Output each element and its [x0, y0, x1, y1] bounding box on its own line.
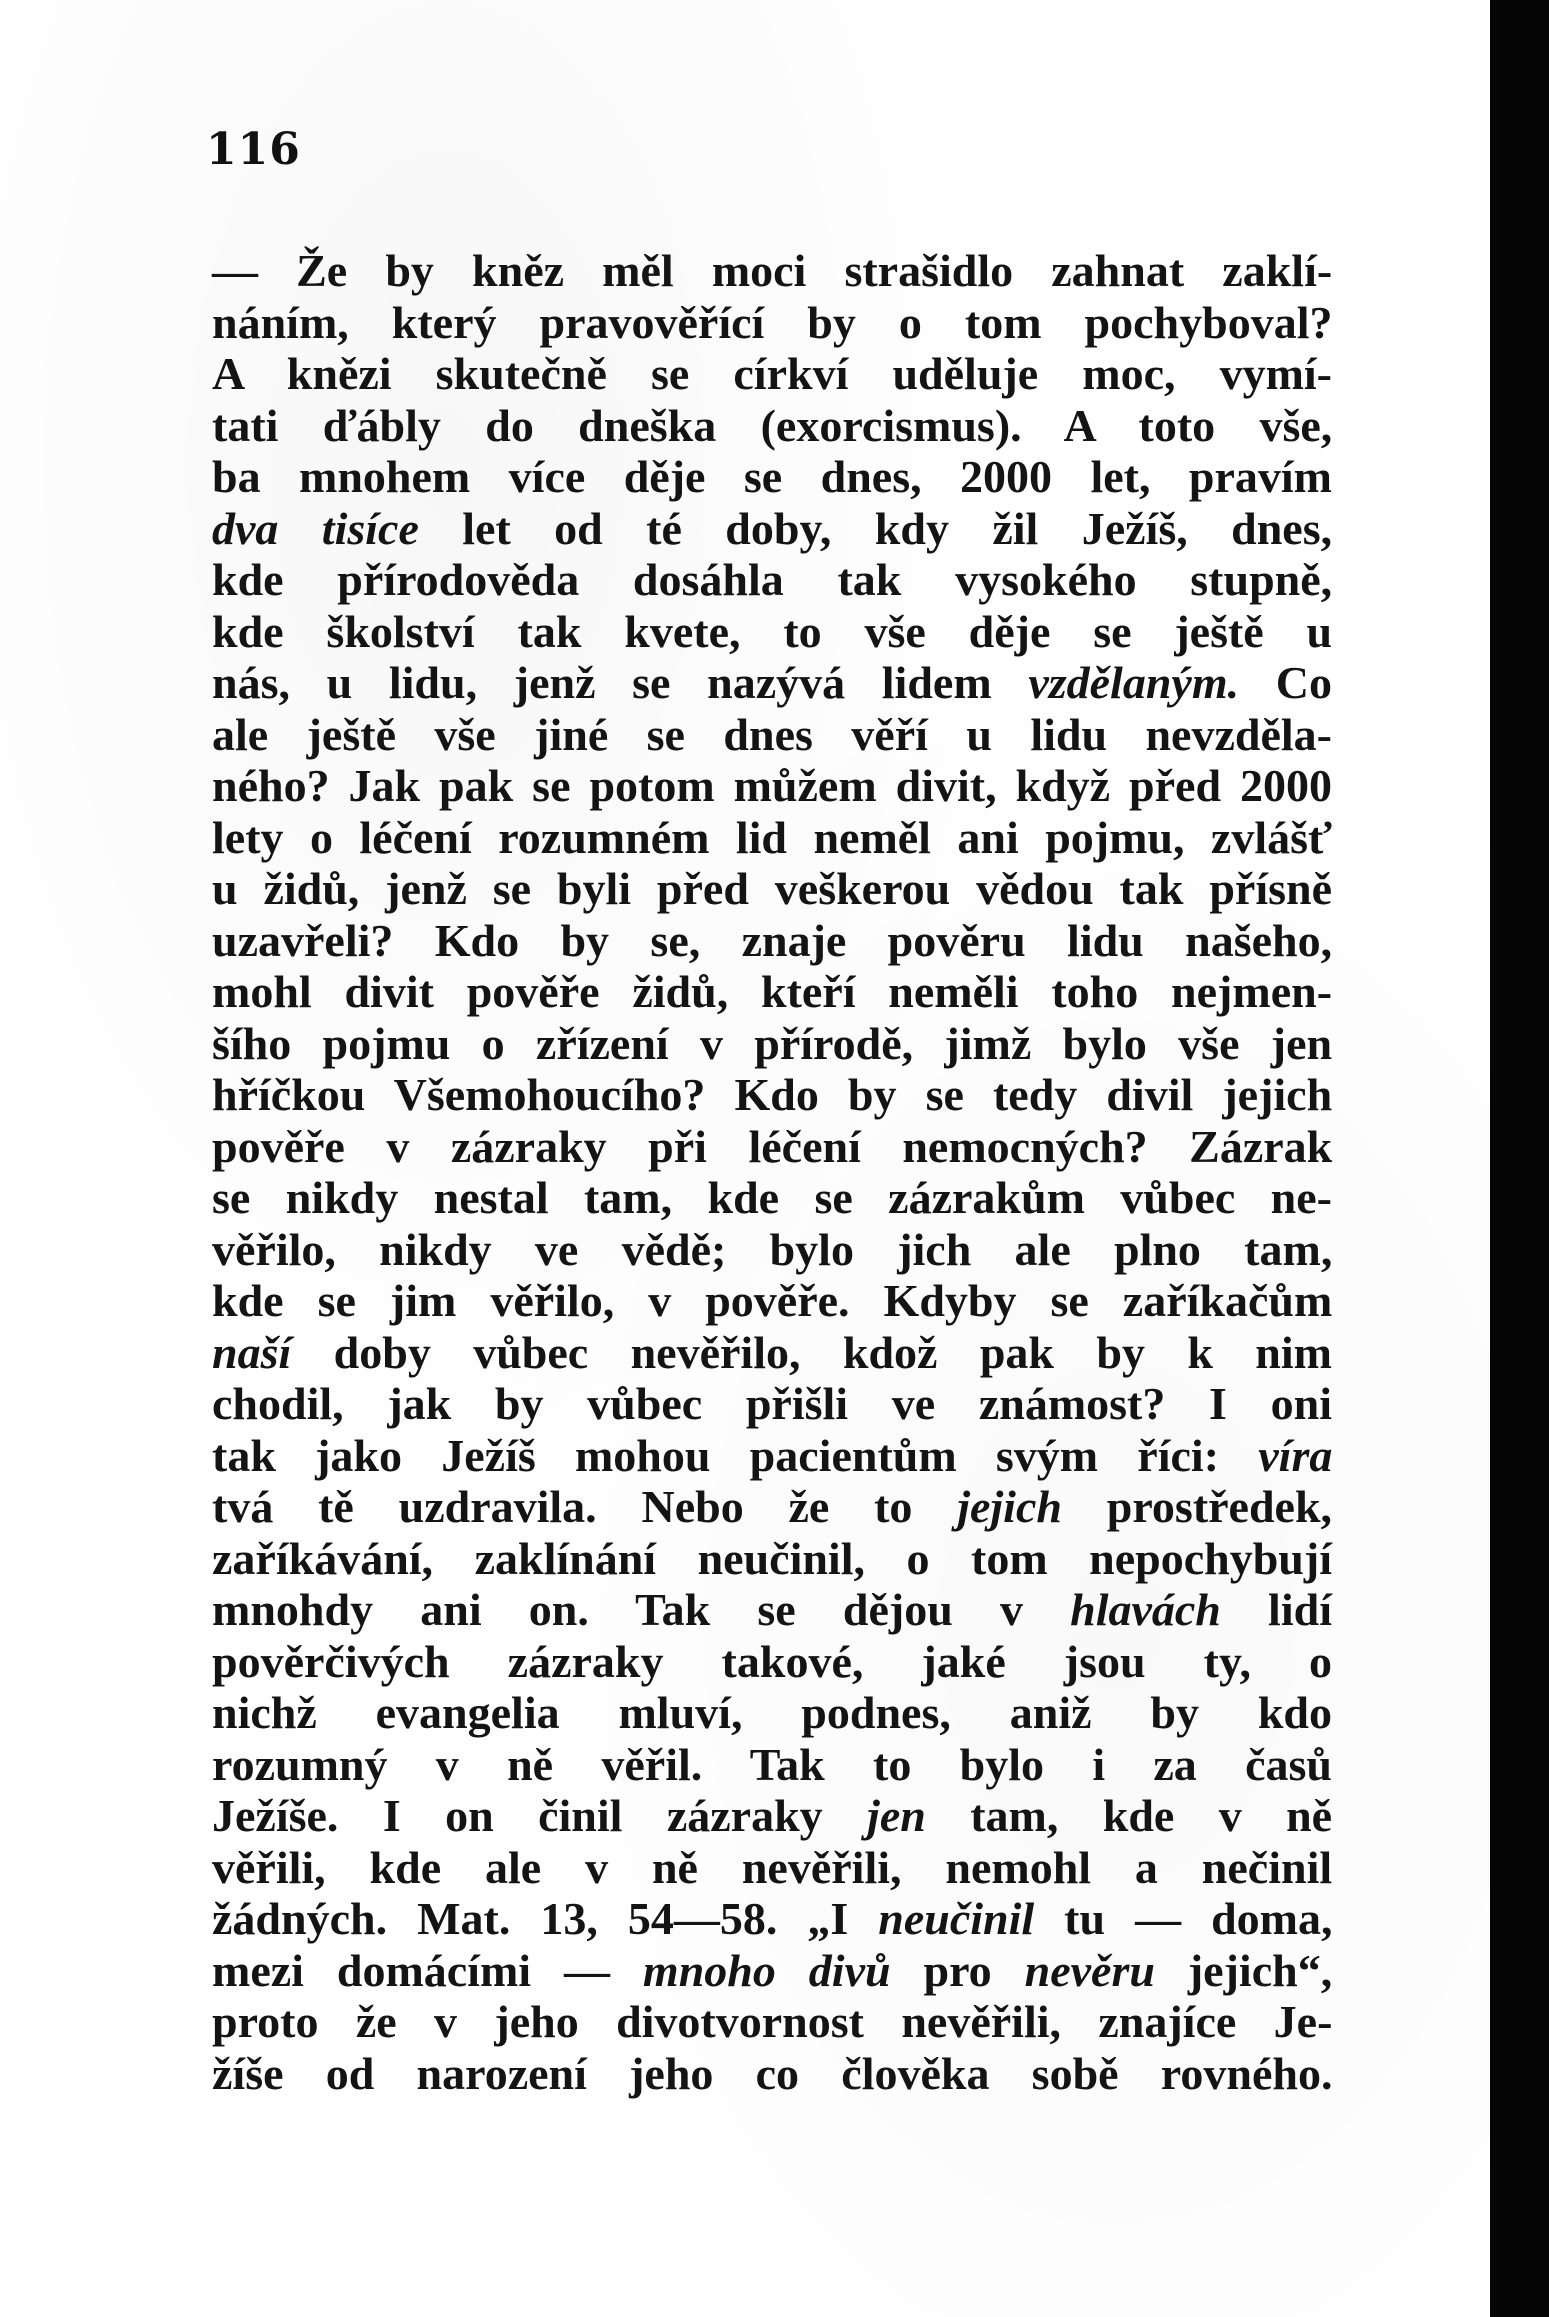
text-segment: mnohdy ani on. Tak se dějou v: [212, 1584, 1071, 1635]
text-line: [212, 2048, 1332, 2100]
text-segment: mohl divit pověře židů, kteří neměli toho nejmen-: [212, 966, 1333, 1017]
text-segment: pro: [890, 1944, 1025, 1996]
text-line: [212, 1430, 1332, 1482]
text-segment: nás, u lidu, jenž se nazývá lidem: [212, 657, 1029, 708]
italic-text: hlavách: [1070, 1584, 1221, 1635]
text-segment: pověře v zázraky při léčení nemocných? Zázrak: [212, 1120, 1333, 1172]
text-segment: tu — doma,: [1034, 1893, 1333, 1944]
italic-text: nevěru: [1024, 1944, 1155, 1996]
italic-text: víra: [1258, 1429, 1333, 1481]
text-segment: kde přírodověda dosáhla tak vysokého stupně,: [212, 554, 1333, 605]
text-segment: věřilo, nikdy ve vědě; bylo jich ale plno tam,: [212, 1223, 1333, 1275]
text-segment: — Že by kněz měl moci strašidlo zahnat zaklí-: [212, 245, 1333, 296]
text-line: [212, 554, 1332, 606]
text-segment: ale ještě vše jiné se dnes věří u lidu nevzděla-: [212, 708, 1332, 760]
text-line: [212, 1893, 1332, 1945]
text-line: [212, 760, 1332, 812]
text-line: [212, 1533, 1332, 1585]
text-line: [212, 606, 1332, 658]
text-line: [212, 1378, 1332, 1430]
text-segment: nichž evangelia mluví, podnes, aniž by kdo: [212, 1687, 1332, 1738]
text-segment: chodil, jak by vůbec přišli ve známost? I oni: [212, 1378, 1332, 1429]
text-line: [212, 503, 1332, 555]
text-line: [212, 245, 1332, 297]
text-segment: jejich“,: [1154, 1944, 1333, 1996]
text-line: [212, 1739, 1332, 1791]
text-segment: náním, který pravověřící by o tom pochyboval?: [212, 296, 1333, 348]
text-segment: Ježíše. I on činil zázraky: [212, 1790, 868, 1841]
text-segment: se nikdy nestal tam, kde se zázrakům vůbec ne-: [212, 1172, 1332, 1223]
scan-edge: [1490, 0, 1549, 2317]
text-line: [212, 915, 1332, 967]
text-line: [212, 863, 1332, 915]
text-line: [212, 451, 1332, 503]
italic-text: mnoho divů: [642, 1944, 891, 1996]
text-line: [212, 1945, 1332, 1997]
text-line: [212, 1790, 1332, 1842]
text-segment: tvá tě uzdravila. Nebo že to: [212, 1481, 958, 1532]
text-segment: let od té doby, kdy žil Ježíš, dnes,: [418, 502, 1333, 554]
text-segment: rozumný v ně věřil. Tak to bylo i za časů: [212, 1738, 1332, 1790]
text-line: [212, 297, 1332, 349]
text-line: [212, 657, 1332, 709]
text-segment: lidí: [1220, 1584, 1332, 1635]
text-segment: kde školství tak kvete, to vše děje se ještě u: [212, 605, 1333, 657]
text-segment: uzavřeli? Kdo by se, znaje pověru lidu našeho,: [212, 914, 1333, 966]
text-segment: tati ďábly do dneška (exorcismus). A toto vše,: [212, 399, 1333, 451]
text-line: [212, 1584, 1332, 1636]
text-line: [212, 1842, 1332, 1894]
text-segment: prostředek,: [1061, 1481, 1333, 1532]
text-line: [212, 1018, 1332, 1070]
text-segment: mezi domácími —: [212, 1944, 643, 1996]
text-segment: tak jako Ježíš mohou pacientům svým říci:: [212, 1429, 1259, 1481]
text-line: [212, 400, 1332, 452]
text-line: [212, 1636, 1332, 1688]
italic-text: jejich: [957, 1481, 1062, 1532]
text-segment: pověrčivých zázraky takové, jaké jsou ty, o: [212, 1635, 1332, 1687]
text-segment: zaříkávání, zaklínání neučinil, o tom nepochybují: [212, 1532, 1332, 1584]
text-segment: doby vůbec nevěřilo, kdož pak by k nim: [291, 1326, 1332, 1378]
text-segment: šího pojmu o zřízení v přírodě, jimž bylo vše jen: [212, 1017, 1333, 1069]
text-segment: žíše od narození jeho co člověka sobě rovného.: [212, 2047, 1333, 2099]
text-segment: lety o léčení rozumném lid neměl ani pojmu, zvlášť: [212, 811, 1332, 863]
text-line: [212, 1481, 1332, 1533]
text-segment: proto že v jeho divotvornost nevěřili, znajíce Je-: [212, 1996, 1333, 2047]
text-segment: ba mnohem více děje se dnes, 2000 let, pravím: [212, 451, 1332, 502]
text-segment: tam, kde v ně: [925, 1790, 1333, 1841]
text-segment: žádných. Mat. 13, 54—58. „I: [212, 1893, 879, 1944]
text-line: [212, 966, 1332, 1018]
text-segment: ného? Jak pak se potom můžem divit, když před 2000: [212, 760, 1332, 811]
text-segment: Co: [1239, 657, 1332, 708]
italic-text: naší: [212, 1326, 292, 1378]
text-line: [212, 1275, 1332, 1327]
text-line: [212, 348, 1332, 400]
text-line: [212, 1121, 1332, 1173]
italic-text: jen: [867, 1790, 926, 1841]
text-segment: hříčkou Všemohoucího? Kdo by se tedy divil jejich: [212, 1069, 1333, 1120]
text-line: [212, 812, 1332, 864]
italic-text: vzdělaným.: [1028, 657, 1240, 708]
text-line: [212, 1327, 1332, 1379]
text-segment: věřili, kde ale v ně nevěřili, nemohl a nečinil: [212, 1841, 1333, 1893]
italic-text: neučinil: [878, 1893, 1035, 1944]
text-line: [212, 1172, 1332, 1224]
page-number: 116: [206, 124, 301, 175]
text-line: [212, 1687, 1332, 1739]
text-line: [212, 709, 1332, 761]
text-line: [212, 1224, 1332, 1276]
text-segment: u židů, jenž se byli před veškerou vědou tak přísně: [212, 863, 1332, 914]
text-line: [212, 1069, 1332, 1121]
text-segment: A knězi skutečně se církví uděluje moc, vymí-: [212, 348, 1332, 399]
text-line: [212, 1996, 1332, 2048]
text-segment: kde se jim věřilo, v pověře. Kdyby se zaříkačům: [212, 1275, 1333, 1326]
body-text: [212, 245, 1332, 2099]
italic-text: dva tisíce: [212, 502, 419, 554]
